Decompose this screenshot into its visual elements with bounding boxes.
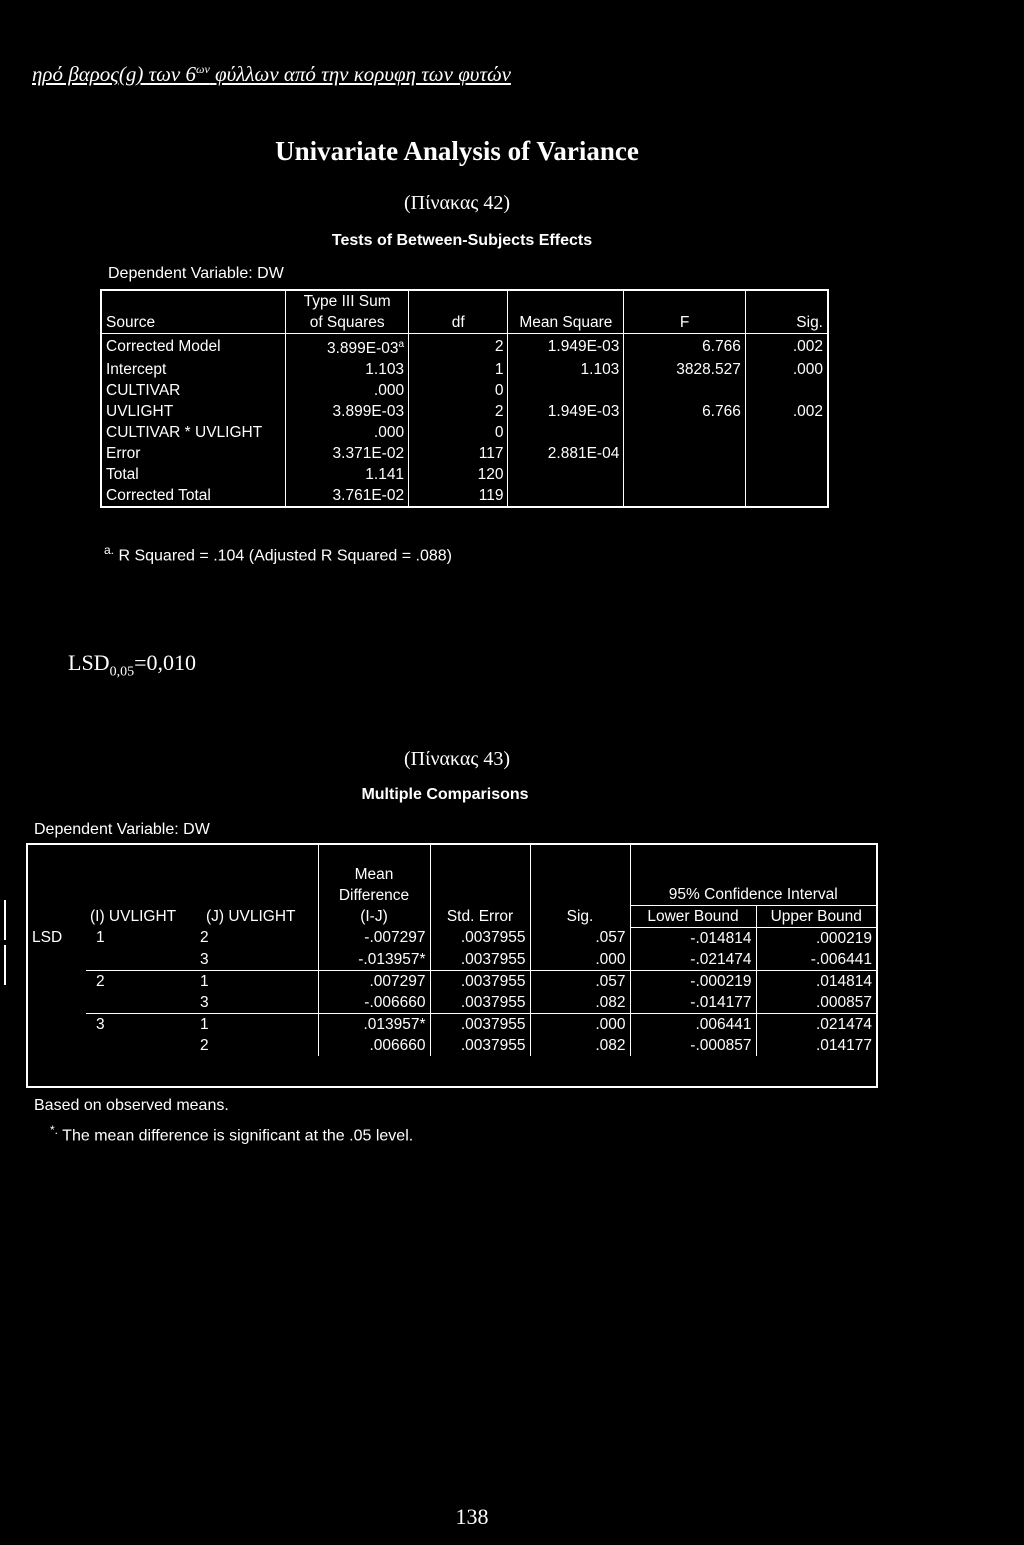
- cell-method: [28, 1035, 86, 1056]
- header-sig: Sig.: [530, 845, 630, 927]
- lsd-value: $LSD_{0,05}=0,010$: [68, 650, 196, 680]
- cell-source: Corrected Model: [101, 334, 286, 360]
- cell-mean-diff: -.007297: [318, 927, 430, 949]
- table-row: [101, 359, 828, 380]
- cell-ms: 2.881E-04: [508, 443, 624, 464]
- cell-source: Intercept: [101, 359, 286, 380]
- cell-mean-diff: -.013957*: [318, 949, 430, 971]
- cell-f: [624, 380, 746, 401]
- cell-ms: [508, 485, 624, 507]
- header-j-uvlight: (J) UVLIGHT: [184, 845, 318, 927]
- cell-ms: [508, 464, 624, 485]
- mc-header-row: [28, 845, 876, 905]
- table-row: [101, 464, 828, 485]
- cell-sig: .082: [530, 992, 630, 1014]
- table42-caption: (Πίνακας 42): [404, 192, 510, 214]
- cell-sig: .057: [530, 927, 630, 949]
- cell-std-error: .0037955: [430, 1035, 530, 1056]
- cell-mean-diff: .013957*: [318, 1013, 430, 1035]
- cell-i: [86, 1035, 184, 1056]
- table-row: [28, 1013, 876, 1035]
- cell-ss: 3.761E-02: [286, 485, 409, 507]
- cell-ss: 3.899E-03$^a$: [286, 334, 409, 360]
- margin-rule: [4, 900, 6, 940]
- cell-ss: .000: [286, 422, 409, 443]
- cell-method: [28, 949, 86, 971]
- cell-lower: .006441: [630, 1013, 756, 1035]
- cell-sig: [745, 422, 828, 443]
- cell-sig: [745, 464, 828, 485]
- cell-f: 3828.527: [624, 359, 746, 380]
- header-f: F: [624, 290, 746, 334]
- cell-df: 1: [409, 359, 508, 380]
- cell-sig: .000: [530, 1013, 630, 1035]
- cell-j: 1: [184, 970, 318, 992]
- header-df: df: [409, 290, 508, 334]
- cell-df: 2: [409, 334, 508, 360]
- cell-ss: 3.371E-02: [286, 443, 409, 464]
- cell-std-error: .0037955: [430, 927, 530, 949]
- cell-f: [624, 422, 746, 443]
- header-upper-bound: Upper Bound: [756, 905, 876, 927]
- cell-upper: .014177: [815, 1036, 872, 1054]
- table-row: [101, 401, 828, 422]
- cell-source: CULTIVAR * UVLIGHT: [101, 422, 286, 443]
- cell-sig: [745, 380, 828, 401]
- cell-j: 2: [184, 927, 318, 949]
- table43-caption: (Πίνακας 43): [404, 748, 510, 770]
- cell-sig: [745, 485, 828, 507]
- header-confidence-interval: 95% Confidence Interval: [630, 845, 876, 905]
- cell-std-error: .0037955: [430, 949, 530, 971]
- table43-title: Multiple Comparisons: [361, 786, 529, 803]
- cell-source: CULTIVAR: [101, 380, 286, 401]
- cell-upper: -.006441: [810, 950, 872, 968]
- cell-source: UVLIGHT: [101, 401, 286, 422]
- table-row: [101, 334, 828, 360]
- cell-source: Error: [101, 443, 286, 464]
- table-row: [101, 443, 828, 464]
- cell-sig: .000: [530, 949, 630, 971]
- cell-lower: -.021474: [630, 949, 756, 971]
- header-sig: Sig.: [745, 290, 828, 334]
- header-lower-bound: Lower Bound: [630, 905, 756, 927]
- margin-rule: [4, 945, 6, 985]
- cell-method: [28, 1013, 86, 1035]
- table43-dependent-variable: Dependent Variable: DW: [34, 821, 210, 838]
- table-row: [28, 970, 876, 992]
- cell-std-error: .0037955: [430, 970, 530, 992]
- multiple-comparisons-table: [28, 845, 876, 1056]
- cell-ms: [508, 380, 624, 401]
- cell-df: 0: [409, 422, 508, 443]
- cell-f: [624, 464, 746, 485]
- cell-ms: 1.103: [508, 359, 624, 380]
- cell-j: 2: [184, 1035, 318, 1056]
- cell-source: Corrected Total: [101, 485, 286, 507]
- cell-df: 0: [409, 380, 508, 401]
- header-sum-of-squares: Type III Sum of Squares: [286, 290, 409, 334]
- cell-sig: .082: [530, 1035, 630, 1056]
- table43-footnote-significance: *. The mean difference is significant at the .05 level.: [50, 1123, 414, 1145]
- anova-table: [100, 289, 829, 508]
- cell-i: [86, 992, 184, 1014]
- cell-i: 1: [96, 929, 105, 947]
- cell-lower: -.000857: [630, 1035, 756, 1056]
- page-header: ηρό βαρος(g) των $6^{\omega\nu}$ φύλλων από την κορυφη των φυτών: [32, 62, 511, 86]
- header-std-error: Std. Error: [430, 845, 530, 927]
- cell-ms: [508, 422, 624, 443]
- multiple-comparisons-table-frame: [26, 843, 878, 1088]
- cell-std-error: .0037955: [430, 1013, 530, 1035]
- cell-upper: .021474: [756, 1013, 876, 1035]
- cell-method: [28, 970, 86, 992]
- cell-sig: .000: [792, 361, 823, 379]
- cell-i: 3: [86, 1013, 184, 1035]
- table-row: [101, 380, 828, 401]
- cell-df: 117: [409, 443, 508, 464]
- cell-mean-diff: -.006660: [318, 992, 430, 1014]
- cell-lower: -.000219: [630, 970, 756, 992]
- cell-ss: 1.141: [286, 464, 409, 485]
- cell-df: 119: [409, 485, 508, 507]
- cell-ms: 1.949E-03: [508, 334, 624, 360]
- anova-header-row: [101, 290, 828, 334]
- table42-title: Tests of Between-Subjects Effects: [331, 232, 593, 249]
- page-number: 138: [455, 1504, 489, 1529]
- table42-footnote: $^{a.}$ R Squared = .104 (Adjusted R Squared = .088): [104, 543, 453, 565]
- table42-dependent-variable: Dependent Variable: DW: [108, 265, 284, 282]
- uav-title: Univariate Analysis of Variance: [275, 136, 639, 166]
- table-row: [28, 1035, 876, 1056]
- cell-sig: [745, 443, 828, 464]
- cell-upper: .000857: [815, 993, 872, 1011]
- table-row: [28, 949, 876, 971]
- table-row: [28, 992, 876, 1014]
- cell-lower: -.014177: [630, 992, 756, 1014]
- cell-ms: 1.949E-03: [508, 401, 624, 422]
- cell-i: 2: [86, 970, 184, 992]
- table-row: [28, 927, 876, 949]
- cell-j: 1: [184, 1013, 318, 1035]
- cell-df: 120: [409, 464, 508, 485]
- table-row: [101, 485, 828, 507]
- cell-upper: .000219: [815, 929, 872, 947]
- cell-f: [624, 443, 746, 464]
- cell-method: LSD: [32, 929, 63, 947]
- cell-f: [624, 485, 746, 507]
- header-mean-square: Mean Square: [508, 290, 624, 334]
- cell-source: Total: [101, 464, 286, 485]
- cell-f: 6.766: [624, 334, 746, 360]
- cell-ss: .000: [286, 380, 409, 401]
- cell-ss: 1.103: [286, 359, 409, 380]
- cell-upper: .014814: [756, 970, 876, 992]
- header-method: [28, 845, 86, 927]
- cell-mean-diff: .006660: [318, 1035, 430, 1056]
- cell-sig: .057: [530, 970, 630, 992]
- table-row: [101, 422, 828, 443]
- cell-std-error: .0037955: [430, 992, 530, 1014]
- cell-j: 3: [184, 992, 318, 1014]
- cell-mean-diff: .007297: [318, 970, 430, 992]
- cell-i: [86, 949, 184, 971]
- cell-j: 3: [184, 949, 318, 971]
- cell-lower: -.014814: [630, 927, 756, 949]
- header-i-uvlight: (I) UVLIGHT: [90, 908, 177, 925]
- cell-method: [28, 992, 86, 1014]
- cell-ss: 3.899E-03: [286, 401, 409, 422]
- header-source: Source: [101, 290, 286, 334]
- cell-df: 2: [409, 401, 508, 422]
- cell-sig: .002: [792, 338, 823, 356]
- cell-f: 6.766: [624, 401, 746, 422]
- header-mean-difference: Mean Difference (I-J): [318, 845, 430, 927]
- cell-sig: .002: [792, 403, 823, 421]
- table43-footnote-observed-means: Based on observed means.: [34, 1097, 229, 1114]
